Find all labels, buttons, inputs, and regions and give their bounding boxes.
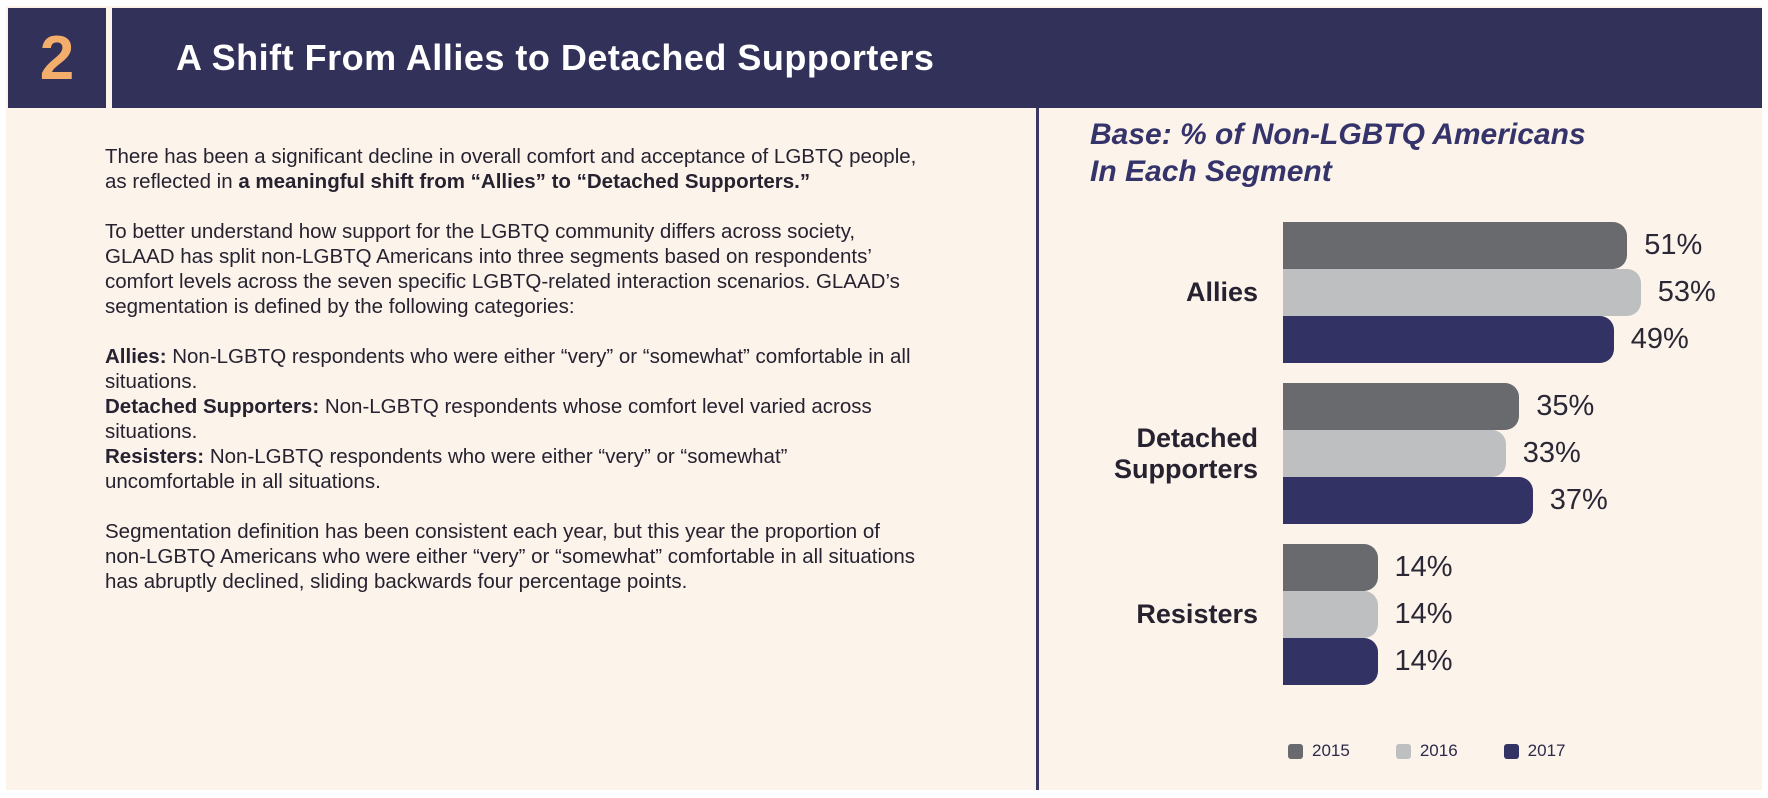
category-label: Resisters — [1136, 599, 1258, 629]
bar-2015-allies — [1283, 222, 1627, 269]
value-label: 14% — [1394, 598, 1453, 630]
legend-swatch-2016 — [1396, 744, 1411, 759]
segmentation-paragraph: To better understand how support for the LGBTQ community differs across society, GLAAD has split non-LGBTQ Americans into three segments based on respondents’ comfort levels across the seven specific LGBTQ-related interaction scenarios. GLAAD’s segmentation is defined by the following categories: — [105, 220, 900, 318]
legend-label: 2015 — [1312, 741, 1350, 760]
category-label: Allies — [1185, 277, 1258, 307]
bar-2015-detached-supporters — [1283, 383, 1519, 430]
legend-swatch-2017 — [1504, 744, 1519, 759]
bar-2017-detached-supporters — [1283, 477, 1533, 524]
chart-legend — [1288, 741, 1565, 761]
conclusion-paragraph: Segmentation definition has been consistent each year, but this year the proportion of non-LGBTQ Americans who were either “very” or “somewhat” comfortable in all situations has abruptly declined, sliding backwards four percentage points. — [105, 520, 916, 593]
definition-term: Detached Supporters: — [105, 395, 320, 418]
legend-label: 2017 — [1527, 741, 1566, 760]
legend-label: 2016 — [1419, 741, 1458, 760]
value-label: 49% — [1630, 323, 1689, 355]
chart-title-line-1: Base: % of Non-LGBTQ Americans — [1090, 118, 1586, 151]
definition-term: Allies: — [105, 345, 167, 368]
intro-paragraph-bold: a meaningful shift from “Allies” to “Detached Supporters.” — [238, 170, 811, 193]
value-label: 53% — [1657, 276, 1716, 308]
value-label: 51% — [1644, 229, 1703, 261]
category-label: Detached Supporters — [1113, 422, 1258, 484]
legend-item-2016 — [1396, 741, 1458, 761]
value-label: 37% — [1549, 484, 1608, 516]
bar-2015-resisters — [1283, 544, 1378, 591]
value-label: 35% — [1536, 390, 1595, 422]
value-label: 14% — [1394, 645, 1453, 677]
definition-term: Resisters: — [105, 445, 205, 468]
chart-title-line-2: In Each Segment — [1090, 155, 1332, 188]
definition-description: Non-LGBTQ respondents who were either “very” or “somewhat” comfortable in all situations. — [105, 345, 911, 393]
section-number: 2 — [39, 23, 75, 93]
page-title: A Shift From Allies to Detached Supporters — [176, 37, 935, 78]
value-label: 14% — [1394, 551, 1453, 583]
definition-description: Non-LGBTQ respondents who were either “very” or “somewhat” uncomfortable in all situations. — [105, 445, 788, 493]
legend-item-2017 — [1504, 741, 1566, 761]
bar-2017-allies — [1283, 316, 1614, 363]
bar-2016-allies — [1283, 269, 1641, 316]
bar-2016-detached-supporters — [1283, 430, 1506, 477]
legend-item-2015 — [1288, 741, 1350, 761]
bar-2016-resisters — [1283, 591, 1378, 638]
definition-description: Non-LGBTQ respondents whose comfort level varied across situations. — [105, 395, 872, 443]
intro-paragraph-normal: There has been a significant decline in overall comfort and acceptance of LGBTQ people, as reflected in — [105, 145, 917, 193]
bar-2017-resisters — [1283, 638, 1378, 685]
legend-swatch-2015 — [1288, 744, 1303, 759]
value-label: 33% — [1522, 437, 1581, 469]
